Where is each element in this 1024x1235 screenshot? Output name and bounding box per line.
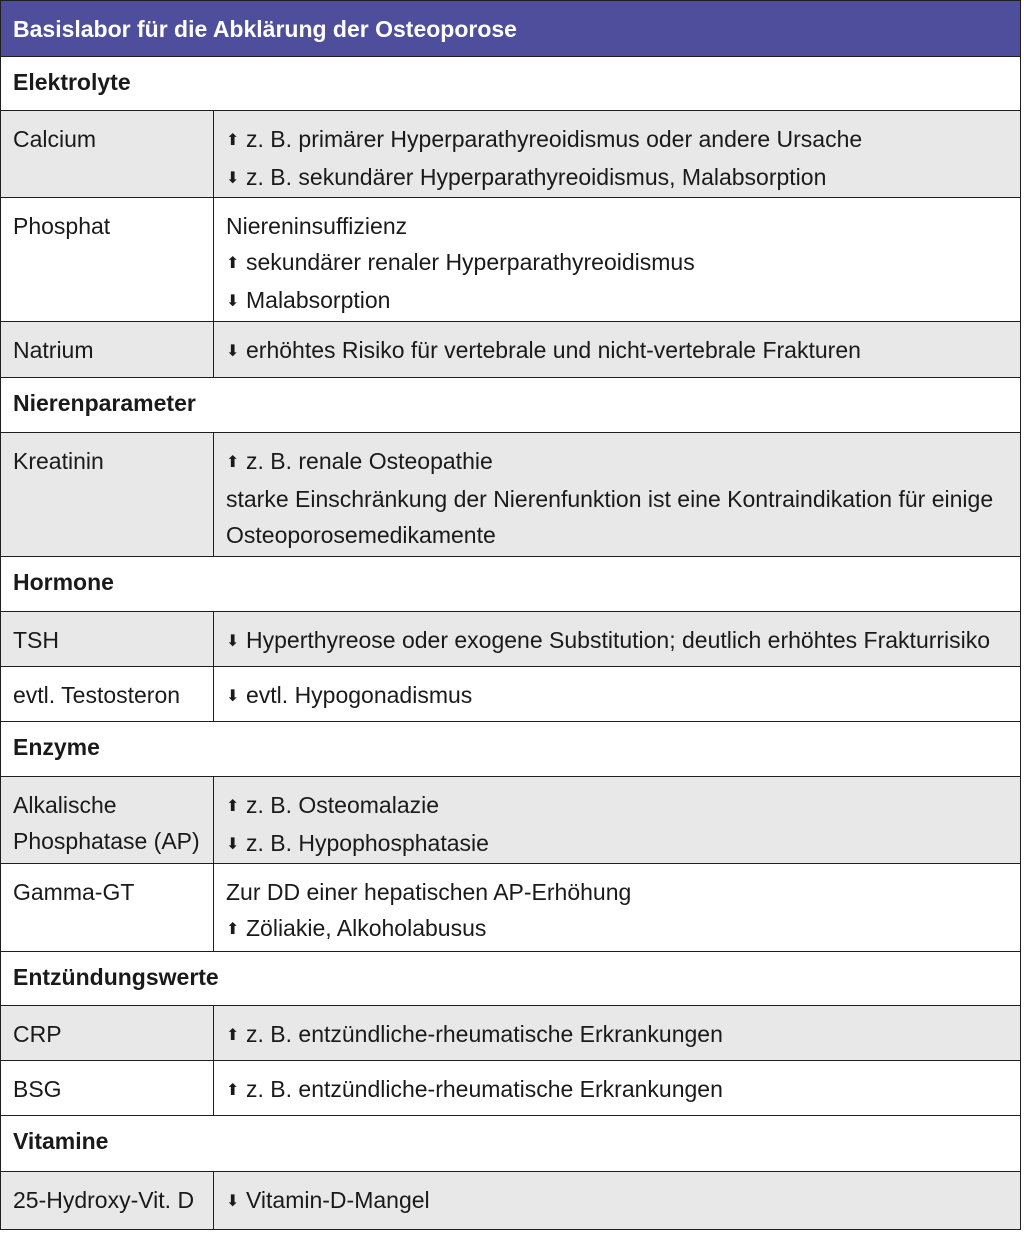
table-row xyxy=(1,1061,1020,1116)
interpretation-line xyxy=(226,244,1012,282)
parameter-label: Phosphatase (AP) xyxy=(13,828,200,854)
table-row xyxy=(1,1172,1020,1229)
arrow-up-icon: ⬆ xyxy=(226,255,240,272)
interpretation-text: Zur DD einer hepatischen AP-Erhöhung xyxy=(226,879,632,905)
interpretation-cell xyxy=(214,864,1020,951)
table-row xyxy=(1,667,1020,722)
interpretation-line xyxy=(226,622,1012,660)
interpretation-line xyxy=(226,159,1012,197)
interpretation-text: Malabsorption xyxy=(246,287,391,313)
parameter-cell xyxy=(1,1061,214,1115)
parameter-cell xyxy=(1,612,214,666)
arrow-down-icon: ⬇ xyxy=(226,836,240,853)
parameter-label: Natrium xyxy=(13,337,94,363)
arrow-down-icon: ⬇ xyxy=(226,343,240,360)
interpretation-text: Vitamin-D-Mangel xyxy=(246,1187,430,1213)
interpretation-text: z. B. renale Osteopathie xyxy=(246,448,493,474)
interpretation-line xyxy=(226,1182,1012,1220)
table-row xyxy=(1,777,1020,864)
table-row xyxy=(1,612,1020,667)
section-header: Hormone xyxy=(1,557,1020,612)
table-row xyxy=(1,864,1020,952)
table-title: Basislabor für die Abklärung der Osteoporose xyxy=(1,1,1020,57)
arrow-down-icon: ⬇ xyxy=(226,688,240,705)
interpretation-cell xyxy=(214,1172,1020,1229)
parameter-cell xyxy=(1,111,214,197)
arrow-down-icon: ⬇ xyxy=(226,633,240,650)
parameter-cell xyxy=(1,864,214,951)
parameter-label: Alkalische xyxy=(13,792,117,818)
section-header: Entzündungswerte xyxy=(1,952,1020,1006)
arrow-down-icon: ⬇ xyxy=(226,293,240,310)
interpretation-line xyxy=(226,332,1012,370)
interpretation-text: Osteoporosemedikamente xyxy=(226,522,496,548)
interpretation-text: sekundärer renaler Hyperparathyreoidismus xyxy=(246,249,695,275)
parameter-label: TSH xyxy=(13,627,59,653)
parameter-cell xyxy=(1,1172,214,1229)
interpretation-cell xyxy=(214,1061,1020,1115)
table-row xyxy=(1,111,1020,198)
interpretation-text: evtl. Hypogonadismus xyxy=(246,682,473,708)
arrow-up-icon: ⬆ xyxy=(226,798,240,815)
interpretation-line xyxy=(226,1071,1012,1109)
arrow-up-icon: ⬆ xyxy=(226,921,240,938)
interpretation-line xyxy=(226,517,1012,553)
interpretation-line xyxy=(226,825,1012,863)
interpretation-cell xyxy=(214,1006,1020,1060)
interpretation-line xyxy=(226,481,1012,517)
table-body xyxy=(1,57,1020,1229)
parameter-label: evtl. Testosteron xyxy=(13,682,181,708)
interpretation-line xyxy=(226,282,1012,320)
parameter-label: Gamma-GT xyxy=(13,879,135,905)
interpretation-text: Niereninsuffizienz xyxy=(226,213,408,239)
interpretation-text: Hyperthyreose oder exogene Substitution; deutlich erhöhtes Frakturrisiko xyxy=(246,627,991,653)
parameter-label: Kreatinin xyxy=(13,448,104,474)
interpretation-line xyxy=(226,787,1012,825)
interpretation-text: z. B. sekundärer Hyperparathyreoidismus, Malabsorption xyxy=(246,164,827,190)
section-header: Vitamine xyxy=(1,1116,1020,1172)
parameter-cell xyxy=(1,1006,214,1060)
interpretation-cell xyxy=(214,667,1020,721)
parameter-label: 25-Hydroxy-Vit. D xyxy=(13,1187,195,1213)
interpretation-text: z. B. entzündliche-rheumatische Erkrankungen xyxy=(246,1076,723,1102)
interpretation-text: Zöliakie, Alkoholabusus xyxy=(246,915,487,941)
arrow-up-icon: ⬆ xyxy=(226,1027,240,1044)
interpretation-line xyxy=(226,874,1012,910)
section-header: Enzyme xyxy=(1,722,1020,777)
arrow-up-icon: ⬆ xyxy=(226,454,240,471)
interpretation-cell xyxy=(214,612,1020,666)
arrow-down-icon: ⬇ xyxy=(226,1193,240,1210)
interpretation-text: z. B. Osteomalazie xyxy=(246,792,440,818)
interpretation-line xyxy=(226,208,1012,244)
parameter-label: Calcium xyxy=(13,126,97,152)
interpretation-cell xyxy=(214,198,1020,321)
parameter-cell xyxy=(1,198,214,321)
parameter-cell xyxy=(1,667,214,721)
table-row xyxy=(1,198,1020,322)
parameter-cell xyxy=(1,322,214,377)
interpretation-cell xyxy=(214,433,1020,556)
parameter-cell xyxy=(1,433,214,556)
arrow-up-icon: ⬆ xyxy=(226,1082,240,1099)
interpretation-line xyxy=(226,121,1012,159)
interpretation-line xyxy=(226,443,1012,481)
interpretation-cell xyxy=(214,322,1020,377)
interpretation-text: z. B. primärer Hyperparathyreoidismus oder andere Ursache xyxy=(246,126,863,152)
arrow-down-icon: ⬇ xyxy=(226,170,240,187)
interpretation-text: z. B. Hypophosphatasie xyxy=(246,830,489,856)
interpretation-cell xyxy=(214,111,1020,197)
interpretation-text: erhöhtes Risiko für vertebrale und nicht-vertebrale Frakturen xyxy=(246,337,861,363)
interpretation-cell xyxy=(214,777,1020,863)
interpretation-text: z. B. entzündliche-rheumatische Erkrankungen xyxy=(246,1021,723,1047)
interpretation-line xyxy=(226,1016,1012,1054)
table-row xyxy=(1,322,1020,378)
parameter-cell xyxy=(1,777,214,863)
table-row xyxy=(1,433,1020,557)
section-header: Elektrolyte xyxy=(1,57,1020,111)
table-row xyxy=(1,1006,1020,1061)
arrow-up-icon: ⬆ xyxy=(226,132,240,149)
interpretation-line xyxy=(226,677,1012,715)
parameter-label: Phosphat xyxy=(13,213,111,239)
section-header: Nierenparameter xyxy=(1,378,1020,433)
interpretation-text: starke Einschränkung der Nierenfunktion ist eine Kontraindikation für einige xyxy=(226,486,994,512)
parameter-label: BSG xyxy=(13,1076,62,1102)
interpretation-line xyxy=(226,910,1012,948)
parameter-label: CRP xyxy=(13,1021,62,1047)
